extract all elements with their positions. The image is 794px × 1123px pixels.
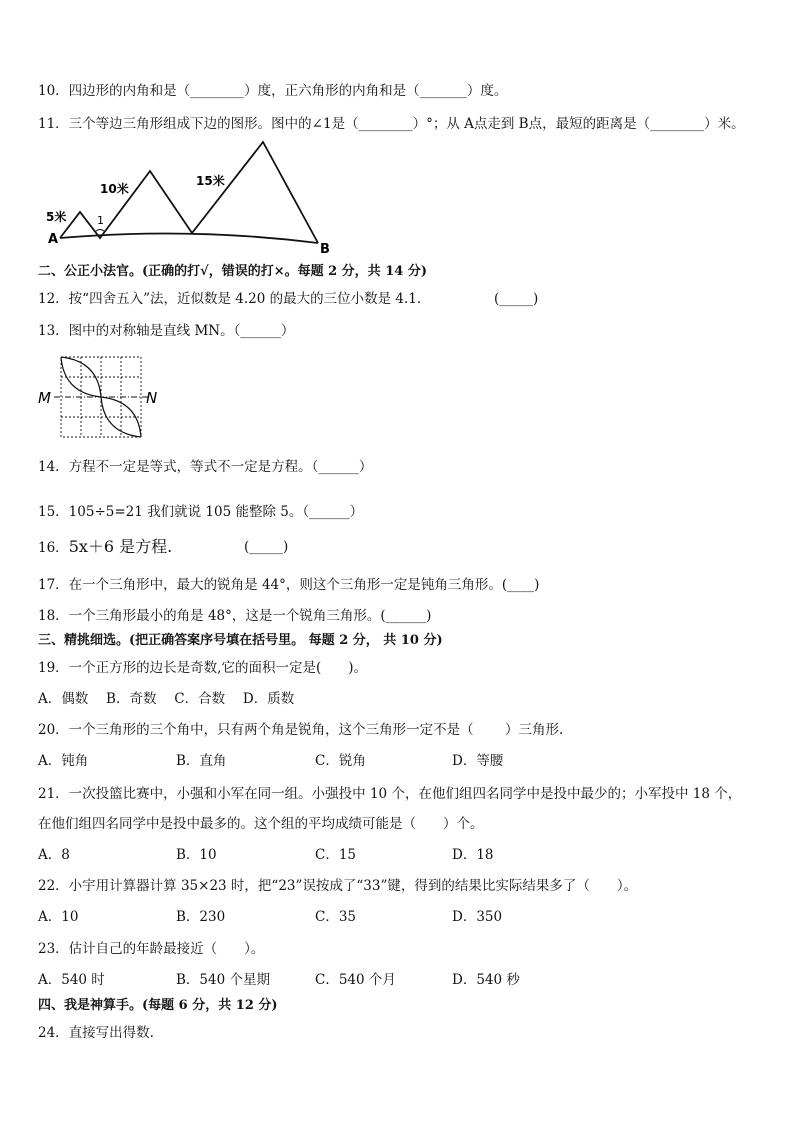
question-16-expression: 5x＋6 是方程.	[68, 537, 173, 556]
triangles-figure	[40, 135, 340, 257]
label-angle-1: 1	[97, 214, 104, 227]
question-22-option-c: C．35	[315, 909, 357, 925]
question-10: 10．四边形的内角和是（________）度，正六角形的内角和是（_______）度。	[38, 83, 508, 99]
question-12-blank: (_____)	[494, 291, 539, 307]
question-21-option-d: D．18	[452, 847, 494, 863]
label-10m: 10米	[100, 182, 129, 196]
question-20-option-c: C．锐角	[315, 753, 366, 769]
question-19-options: A．偶数 B．奇数 C．合数 D．质数	[38, 691, 295, 707]
question-16-number: 16．	[38, 540, 69, 556]
question-24: 24．直接写出得数.	[38, 1025, 154, 1041]
question-18: 18．一个三角形最小的角是 48°，这是一个锐角三角形。(______)	[38, 608, 432, 624]
question-21-option-c: C．15	[315, 847, 357, 863]
question-12: 12．按“四舍五入”法，近似数是 4.20 的最大的三位小数是 4.1．	[38, 291, 431, 307]
question-22-option-d: D．350	[452, 909, 503, 925]
question-21-line-1: 21．一次投篮比赛中，小强和小军在同一组。小强投中 10 个，在他们组四名同学中是投中最少的；小军投中 18 个，	[38, 786, 742, 802]
question-16-blank: (_____)	[244, 539, 289, 555]
question-13: 13．图中的对称轴是直线 MN。（______）	[38, 323, 295, 339]
symmetry-grid-figure	[36, 355, 166, 440]
question-23-option-a: A．540 时	[38, 972, 105, 988]
question-15: 15．105÷5=21 我们就说 105 能整除 5。（______）	[38, 504, 364, 520]
label-m: M	[38, 389, 51, 407]
question-16	[38, 538, 172, 557]
label-b: B	[320, 242, 330, 257]
question-23: 23．估计自己的年龄最接近（ ）。	[38, 941, 265, 957]
label-a: A	[48, 232, 59, 247]
question-14: 14．方程不一定是等式，等式不一定是方程。（______）	[38, 459, 373, 475]
label-n: N	[146, 389, 158, 407]
question-21-option-b: B．10	[176, 847, 217, 863]
question-20-option-b: B．直角	[176, 753, 227, 769]
section-3-heading: 三、精挑细选。(把正确答案序号填在括号里。 每题 2 分， 共 10 分)	[38, 633, 443, 648]
question-22-option-b: B．230	[176, 909, 226, 925]
question-21-line-2: 在他们组四名同学中是投中最多的。这个组的平均成绩可能是（ ）个。	[38, 816, 484, 832]
question-20-option-a: A．钝角	[38, 753, 89, 769]
label-5m: 5米	[46, 210, 67, 224]
section-4-heading: 四、我是神算手。(每题 6 分，共 12 分)	[38, 998, 278, 1013]
question-20: 20．一个三角形的三个角中，只有两个角是锐角，这个三角形一定不是（ ）三角形.	[38, 722, 564, 738]
section-2-heading: 二、公正小法官。(正确的打√，错误的打×。每题 2 分，共 14 分)	[38, 264, 427, 279]
question-21-option-a: A．8	[38, 847, 70, 863]
question-23-option-d: D．540 秒	[452, 972, 520, 988]
question-17: 17．在一个三角形中，最大的锐角是 44°，则这个三角形一定是钝角三角形。(____)	[38, 577, 540, 593]
label-15m: 15米	[196, 174, 225, 188]
question-19: 19．一个正方形的边长是奇数,它的面积一定是( )。	[38, 660, 368, 676]
question-22-option-a: A．10	[38, 909, 79, 925]
question-11: 11．三个等边三角形组成下边的图形。图中的∠1是（________）°；从 A点走到 B点，最短的距离是（________）米。	[38, 116, 745, 132]
question-22: 22．小宇用计算器计算 35×23 时，把“23”误按成了“33”键，得到的结果比实际结果多了（ ）。	[38, 878, 638, 894]
question-23-option-b: B．540 个星期	[176, 972, 270, 988]
question-20-option-d: D．等腰	[452, 753, 504, 769]
question-23-option-c: C．540 个月	[315, 972, 396, 988]
